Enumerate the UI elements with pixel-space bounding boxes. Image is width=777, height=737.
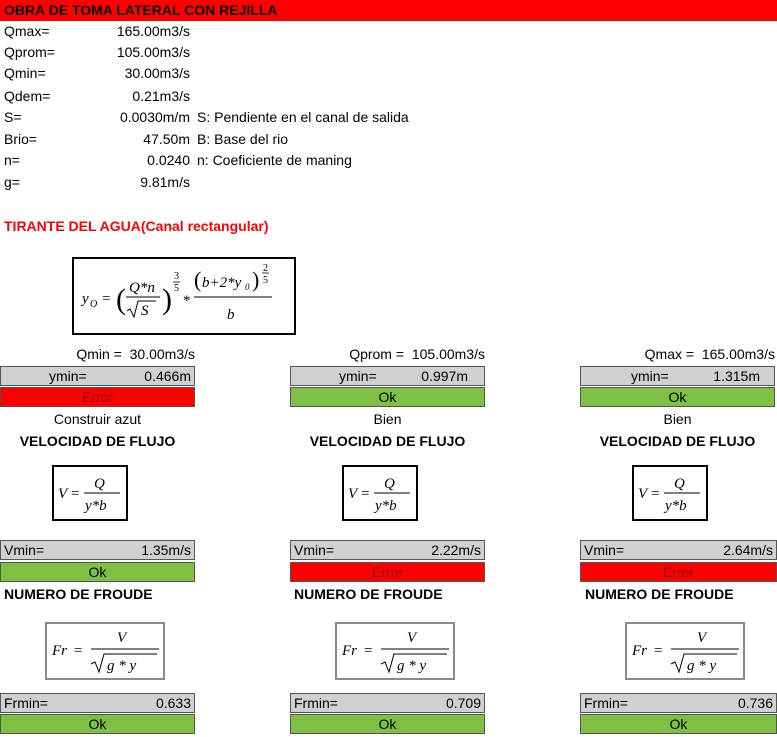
- y-status: Ok: [290, 387, 485, 407]
- v-label: Vmin=: [294, 542, 335, 558]
- svg-text:y*b: y*b: [85, 498, 107, 514]
- param-label: Qprom=: [4, 44, 55, 60]
- v-status: Error: [290, 562, 485, 582]
- svg-text:(: (: [116, 283, 126, 316]
- y-cell: [290, 366, 485, 386]
- param-label: Brio=: [4, 131, 38, 147]
- param-row: [0, 109, 777, 130]
- svg-text:=: =: [71, 486, 80, 502]
- svg-text:Q*n: Q*n: [129, 280, 155, 296]
- svg-text:y*b: y*b: [375, 498, 397, 514]
- q-value: 30.00m3/s: [129, 346, 195, 362]
- svg-text:S: S: [141, 303, 149, 319]
- v-cell: [0, 540, 195, 560]
- q-label: Qmax =: [644, 346, 695, 362]
- y-label: ymin=: [339, 368, 377, 384]
- svg-text:5: 5: [263, 275, 268, 286]
- q-value: 165.00m3/s: [701, 346, 775, 362]
- svg-text:2: 2: [263, 263, 268, 274]
- svg-text:3: 3: [174, 271, 179, 282]
- y-cell: [580, 366, 775, 386]
- froude-formula: [335, 622, 455, 680]
- section-title: TIRANTE DEL AGUA(Canal rectangular): [4, 218, 269, 234]
- svg-text:=: =: [654, 643, 663, 659]
- svg-text:V: V: [117, 630, 127, 646]
- velocity-formula: [342, 465, 418, 521]
- y-status: Error: [0, 387, 195, 407]
- param-row: [0, 44, 777, 65]
- svg-text:(: (: [194, 267, 202, 292]
- svg-text:Q: Q: [384, 476, 395, 492]
- q-header: [580, 346, 775, 362]
- velocity-formula-graphic: [54, 467, 126, 519]
- param-label: Qmin=: [4, 65, 46, 81]
- svg-text:Q: Q: [94, 476, 105, 492]
- fr-label: Frmin=: [4, 695, 48, 711]
- froude-heading: NUMERO DE FROUDE: [4, 586, 153, 602]
- v-status: Ok: [0, 562, 195, 582]
- y-value: 0.997m: [421, 368, 468, 384]
- param-row: [0, 152, 777, 173]
- froude-formula-graphic: [47, 624, 163, 678]
- velocity-heading: VELOCIDAD DE FLUJO: [19, 433, 176, 449]
- svg-text:g * y: g * y: [687, 658, 717, 674]
- v-value: 2.64m/s: [723, 542, 773, 558]
- q-value: 105.00m3/s: [411, 346, 485, 362]
- param-row: [0, 88, 777, 109]
- v-value: 2.22m/s: [431, 542, 481, 558]
- param-row: [0, 131, 777, 152]
- y-note: Bien: [373, 411, 402, 427]
- svg-text:V: V: [638, 486, 648, 502]
- tirante-formula-graphic: [74, 259, 294, 333]
- param-label: Qmax=: [4, 23, 50, 39]
- y-note: Bien: [663, 411, 692, 427]
- svg-text:0: 0: [245, 282, 250, 292]
- svg-text:=: =: [102, 291, 111, 307]
- y-value: 1.315m: [713, 368, 760, 384]
- fr-value: 0.736: [737, 695, 773, 711]
- svg-text:Q: Q: [674, 476, 685, 492]
- param-desc: S: Pendiente en el canal de salida: [197, 109, 409, 125]
- q-label: Qmin =: [76, 346, 122, 362]
- svg-text:V: V: [348, 486, 358, 502]
- param-desc: B: Base del rio: [197, 131, 289, 147]
- svg-text:Fr: Fr: [632, 643, 647, 659]
- froude-formula: [625, 622, 745, 680]
- svg-text:V: V: [697, 630, 707, 646]
- svg-text:=: =: [361, 486, 370, 502]
- param-value: 0.21m3/s: [132, 88, 190, 104]
- y-value: 0.466m: [144, 368, 191, 384]
- svg-text:V: V: [407, 630, 417, 646]
- param-row: [0, 23, 777, 44]
- svg-text:V: V: [58, 486, 68, 502]
- svg-text:): ): [252, 267, 260, 292]
- froude-heading: NUMERO DE FROUDE: [294, 586, 443, 602]
- tirante-formula: [72, 257, 296, 335]
- velocity-formula-graphic: [634, 467, 706, 519]
- param-label: S=: [4, 109, 22, 125]
- svg-text:O: O: [90, 299, 98, 310]
- fr-cell: [580, 693, 777, 713]
- velocity-formula: [52, 465, 128, 521]
- param-row: [0, 65, 777, 86]
- param-value: 0.0240: [147, 152, 190, 168]
- svg-text:g * y: g * y: [397, 658, 427, 674]
- param-label: Qdem=: [4, 88, 51, 104]
- v-label: Vmin=: [584, 542, 625, 558]
- param-value: 105.00m3/s: [116, 44, 190, 60]
- svg-text:=: =: [651, 486, 660, 502]
- svg-text:b+2*y: b+2*y: [202, 275, 242, 291]
- fr-status: Ok: [580, 714, 777, 734]
- fr-label: Frmin=: [294, 695, 338, 711]
- velocity-formula: [632, 465, 708, 521]
- svg-text:Fr: Fr: [342, 643, 357, 659]
- svg-text:=: =: [364, 643, 373, 659]
- y-note: Construir azut: [53, 411, 142, 427]
- q-header: [0, 346, 195, 362]
- y-label: ymin=: [631, 368, 669, 384]
- y-status: Ok: [580, 387, 775, 407]
- svg-text:y*b: y*b: [665, 498, 687, 514]
- froude-heading: NUMERO DE FROUDE: [585, 586, 734, 602]
- q-label: Qprom =: [349, 346, 405, 362]
- velocity-heading: VELOCIDAD DE FLUJO: [599, 433, 756, 449]
- svg-text:*: *: [183, 293, 191, 309]
- param-desc: n: Coeficiente de maning: [197, 152, 352, 168]
- svg-text:g * y: g * y: [107, 658, 137, 674]
- fr-value: 0.709: [445, 695, 481, 711]
- param-value: 47.50m: [143, 131, 190, 147]
- v-status: Error: [580, 562, 777, 582]
- param-value: 0.0030m/m: [119, 109, 190, 125]
- fr-label: Frmin=: [584, 695, 628, 711]
- param-label: n=: [4, 152, 20, 168]
- svg-text:y: y: [82, 291, 89, 307]
- v-value: 1.35m/s: [141, 542, 191, 558]
- y-label: ymin=: [49, 368, 87, 384]
- param-value: 165.00m3/s: [116, 23, 190, 39]
- velocity-heading: VELOCIDAD DE FLUJO: [309, 433, 466, 449]
- param-label: g=: [4, 174, 20, 190]
- svg-text:Fr: Fr: [52, 643, 67, 659]
- fr-status: Ok: [0, 714, 195, 734]
- v-cell: [580, 540, 777, 560]
- froude-formula: [45, 622, 165, 680]
- param-value: 9.81m/s: [140, 174, 190, 190]
- fr-cell: [290, 693, 485, 713]
- fr-value: 0.633: [155, 695, 191, 711]
- q-header: [290, 346, 485, 362]
- v-cell: [290, 540, 485, 560]
- y-cell: [0, 366, 195, 386]
- svg-text:b: b: [227, 307, 235, 323]
- velocity-formula-graphic: [344, 467, 416, 519]
- svg-text:5: 5: [174, 283, 179, 294]
- fr-cell: [0, 693, 195, 713]
- svg-text:): ): [162, 283, 172, 316]
- v-label: Vmin=: [4, 542, 45, 558]
- froude-formula-graphic: [627, 624, 743, 678]
- froude-formula-graphic: [337, 624, 453, 678]
- svg-text:=: =: [74, 643, 83, 659]
- fr-status: Ok: [290, 714, 485, 734]
- page-title: OBRA DE TOMA LATERAL CON REJILLA: [4, 2, 278, 18]
- param-row: [0, 174, 777, 195]
- param-value: 30.00m3/s: [124, 65, 190, 81]
